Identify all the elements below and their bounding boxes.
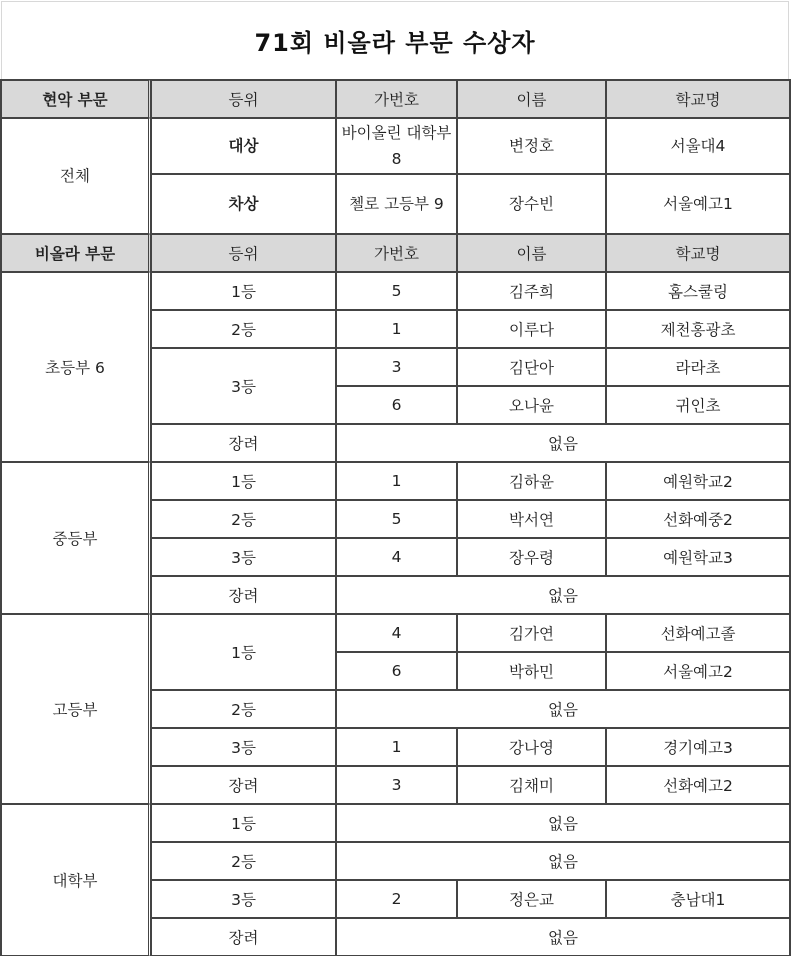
school-cell: 예원학교2 [606,462,790,500]
group-label: 대학부 [1,804,151,956]
viola-header-row [1,234,790,272]
number-cell: 4 [336,614,457,652]
rank-cell: 3등 [151,348,336,424]
number-cell: 5 [336,272,457,310]
rank-cell: 대상 [151,118,336,174]
name-cell: 김주희 [457,272,606,310]
rank-cell: 장려 [151,576,336,614]
school-cell: 라라초 [606,348,790,386]
table-row [1,614,790,652]
number-cell: 3 [336,766,457,804]
header-name: 이름 [457,234,606,272]
school-cell: 선화예중2 [606,500,790,538]
school-cell: 선화예고졸 [606,614,790,652]
rank-cell: 장려 [151,424,336,462]
school-cell: 제천홍광초 [606,310,790,348]
rank-cell: 2등 [151,842,336,880]
strings-header-row [1,80,790,118]
number-cell: 1 [336,462,457,500]
school-cell: 예원학교3 [606,538,790,576]
none-cell: 없음 [336,918,790,956]
rank-cell: 1등 [151,614,336,690]
number-cell: 첼로 고등부 9 [336,174,457,234]
rank-cell: 3등 [151,728,336,766]
table-row [1,272,790,310]
name-cell: 김가연 [457,614,606,652]
name-cell: 변정호 [457,118,606,174]
none-cell: 없음 [336,690,790,728]
number-cell: 1 [336,310,457,348]
results-table [1,80,790,956]
name-cell: 오나윤 [457,386,606,424]
rank-cell: 3등 [151,880,336,918]
group-label: 전체 [1,118,151,234]
rank-cell: 2등 [151,310,336,348]
rank-cell: 1등 [151,462,336,500]
none-cell: 없음 [336,842,790,880]
table-row [1,118,790,174]
school-cell: 충남대1 [606,880,790,918]
section-label-viola: 비올라 부문 [1,234,151,272]
header-number: 가번호 [336,80,457,118]
rank-cell: 3등 [151,538,336,576]
header-school: 학교명 [606,234,790,272]
rank-cell: 2등 [151,690,336,728]
name-cell: 박서연 [457,500,606,538]
group-label: 초등부 6 [1,272,151,462]
table-row [1,804,790,842]
header-number: 가번호 [336,234,457,272]
school-cell: 귀인초 [606,386,790,424]
header-school: 학교명 [606,80,790,118]
group-label: 중등부 [1,462,151,614]
title-box [1,1,789,79]
number-cell: 6 [336,386,457,424]
rank-cell: 1등 [151,272,336,310]
rank-cell: 2등 [151,500,336,538]
name-cell: 정은교 [457,880,606,918]
none-cell: 없음 [336,804,790,842]
table-row [1,462,790,500]
school-cell: 경기예고3 [606,728,790,766]
group-label: 고등부 [1,614,151,804]
section-label-strings: 현악 부문 [1,80,151,118]
school-cell: 서울예고2 [606,652,790,690]
number-cell: 4 [336,538,457,576]
name-cell: 이루다 [457,310,606,348]
header-rank: 등위 [151,80,336,118]
school-cell: 서울대4 [606,118,790,174]
name-cell: 박하민 [457,652,606,690]
name-cell: 장우령 [457,538,606,576]
rank-cell: 1등 [151,804,336,842]
number-cell: 6 [336,652,457,690]
number-cell: 3 [336,348,457,386]
name-cell: 김채미 [457,766,606,804]
none-cell: 없음 [336,424,790,462]
header-name: 이름 [457,80,606,118]
school-cell: 서울예고1 [606,174,790,234]
name-cell: 장수빈 [457,174,606,234]
page-title: 71회 비올라 부문 수상자 [254,29,536,57]
number-cell: 2 [336,880,457,918]
name-cell: 김단아 [457,348,606,386]
name-cell: 김하윤 [457,462,606,500]
rank-cell: 차상 [151,174,336,234]
number-cell: 1 [336,728,457,766]
school-cell: 선화예고2 [606,766,790,804]
header-rank: 등위 [151,234,336,272]
rank-cell: 장려 [151,766,336,804]
school-cell: 홈스쿨링 [606,272,790,310]
rank-cell: 장려 [151,918,336,956]
number-cell: 5 [336,500,457,538]
number-cell: 바이올린 대학부 8 [336,118,457,174]
none-cell: 없음 [336,576,790,614]
name-cell: 강나영 [457,728,606,766]
